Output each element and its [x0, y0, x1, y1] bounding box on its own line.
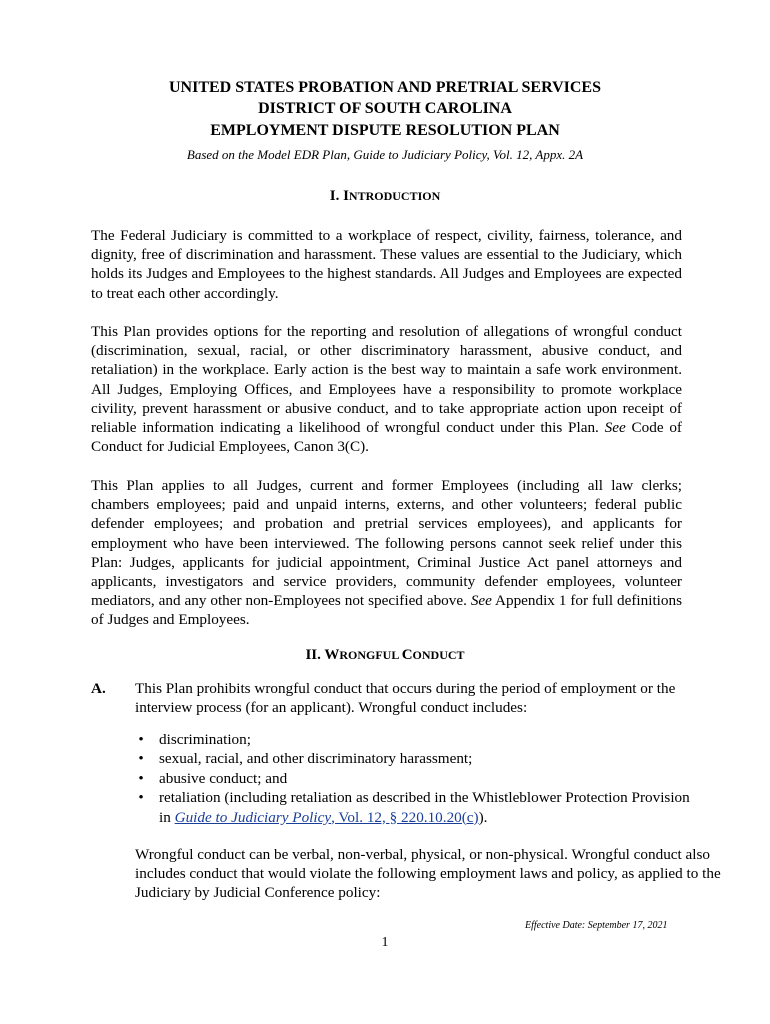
- section-heading-wrongful-conduct: [0, 646, 770, 664]
- bullet-icon: •: [138, 750, 144, 768]
- heading-initial: I: [343, 188, 349, 204]
- bullet-icon: •: [138, 769, 144, 787]
- intro-paragraph-1: The Federal Judiciary is committed to a workplace of respect, civility, fairness, tolerance, and dignity, free of discrimination and harassment. These values are essential to the Judiciary, which holds its Judges and Employees to the highest standards. All Judges and Employees are expected to treat each other accordingly.: [91, 227, 682, 302]
- list-item: [135, 749, 695, 768]
- para3-see: See: [470, 592, 492, 610]
- subsection-label-a: A.: [91, 680, 106, 697]
- intro-paragraph-2: [91, 322, 682, 456]
- para2-see: See: [604, 419, 626, 437]
- guide-to-judiciary-policy-link[interactable]: [175, 809, 479, 826]
- list-item-tail: ).: [478, 808, 488, 826]
- intro-paragraph-3: [91, 476, 682, 630]
- wrongful-conduct-paragraph: Wrongful conduct can be verbal, non-verbal, physical, or non-physical. Wrongful conduct also includes conduct that would violate the following employment laws and policy, as applied to the Judiciary by Judicial Conference policy:: [135, 846, 721, 902]
- page-number: 1: [381, 935, 389, 950]
- list-item: [135, 788, 695, 827]
- list-item-text: discrimination;: [159, 731, 251, 748]
- heading-rest: RONGFUL: [339, 648, 402, 662]
- heading-initial: C: [401, 647, 413, 663]
- header-subtitle: Based on the Model EDR Plan, Guide to Judiciary Policy, Vol. 12, Appx. 2A: [186, 147, 584, 162]
- list-item: [135, 769, 695, 788]
- section-heading-introduction: [0, 187, 770, 205]
- list-item-text: retaliation (including retaliation as described in the Whistleblower Protection Provision in: [159, 789, 690, 826]
- heading-rest: NTRODUCTION: [348, 189, 441, 203]
- para3-text: This Plan applies to all Judges, current and former Employees (including all law clerks; chambers employees; paid and unpaid interns, externs, and other volunteers; federal public defender employees; and probation and pretrial services employees), and applicants for employment who have been interviewed. The following persons cannot seek relief under this Plan: Judges, applicants for judicial appointment, Criminal Justice Act panel attorneys and applicants, investigators and service providers, community defender employees, volunteer mediators, and any other non-Employees not specified above.: [91, 477, 682, 610]
- bullet-icon: •: [138, 789, 144, 807]
- header-line-1: UNITED STATES PROBATION AND PRETRIAL SERVICES: [169, 79, 601, 96]
- heading-initial: W: [324, 647, 340, 663]
- list-item-text: abusive conduct; and: [159, 769, 288, 787]
- link-italic-part: Guide to Judiciary Policy: [174, 808, 332, 826]
- heading-rest: ONDUCT: [412, 648, 465, 662]
- heading-number: II.: [305, 647, 325, 663]
- header-line-3: EMPLOYMENT DISPUTE RESOLUTION PLAN: [210, 122, 560, 139]
- para2-tail: Code of Conduct for Judicial Employees, Canon 3(C).: [91, 419, 682, 456]
- subsection-a-paragraph: This Plan prohibits wrongful conduct that occurs during the period of employment or the interview process (for an applicant). Wrongful conduct includes:: [135, 680, 676, 717]
- effective-date: Effective Date: September 17, 2021: [525, 920, 668, 931]
- bullet-icon: •: [138, 731, 144, 748]
- para3-tail: Appendix 1 for full definitions of Judges and Employees.: [91, 592, 682, 629]
- header-line-2: DISTRICT OF SOUTH CAROLINA: [258, 100, 512, 117]
- heading-number: I.: [329, 188, 344, 204]
- list-item: [135, 730, 695, 749]
- link-rest-part: , Vol. 12, § 220.10.20(c): [331, 808, 479, 826]
- wrongful-conduct-list: [135, 730, 695, 827]
- para2-text: This Plan provides options for the reporting and resolution of allegations of wrongful conduct (discrimination, sexual, racial, or other discriminatory harassment, abusive conduct, and retaliation) in the workplace. Early action is the best way to maintain a safe work environment. All Judges, Employing Offices, and Employees have a responsibility to promote workplace civility, prevent harassment or abusive conduct, and to take appropriate action upon receipt of reliable information indicating a likelihood of wrongful conduct under this Plan.: [91, 323, 682, 437]
- list-item-text: sexual, racial, and other discriminatory harassment;: [159, 750, 473, 768]
